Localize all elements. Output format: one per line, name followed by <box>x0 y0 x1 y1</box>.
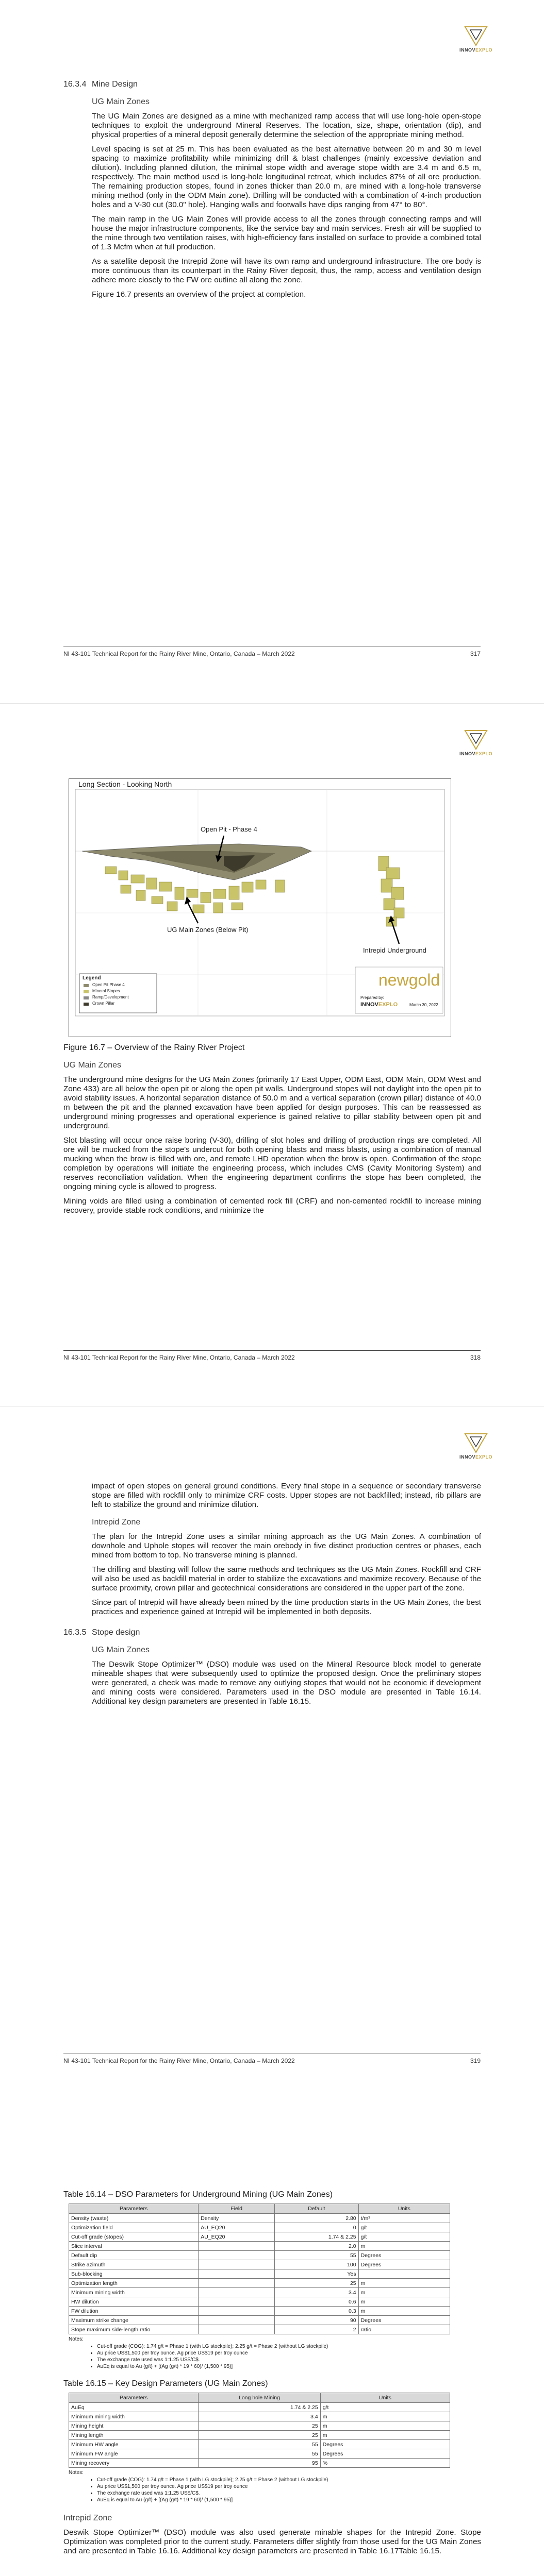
page-footer: NI 43-101 Technical Report for the Rainy River Mine, Ontario, Canada – March 2022 318 <box>63 1350 481 1361</box>
body-text <box>92 1646 481 1706</box>
table-cell: m <box>358 2242 450 2251</box>
subheading: UG Main Zones <box>92 97 150 106</box>
section-heading: 16.3.4 Mine Design <box>63 80 138 89</box>
subheading: UG Main Zones <box>92 1646 150 1654</box>
figure-brand: INNOVEXPLO <box>360 1002 398 1008</box>
table-cell: Mining length <box>69 2431 199 2440</box>
paragraph: The Deswik Stope Optimizer™ (DSO) module was used on the Mineral Resource block model to generate mineable shapes that were subsequently used to optimize the proposed design. Once the preliminary stopes were generated, a check was made to remove any outlying stopes that would not be economic if development and mining costs were considered. Parameters used in the DSO module are presented in Table 16.14. Additional key design parameters are presented in Table 16.15. <box>92 1660 481 1706</box>
innovexplo-logo <box>459 26 492 53</box>
page-number: 318 <box>470 1354 481 1361</box>
body-text <box>92 112 481 299</box>
paragraph: The main ramp in the UG Main Zones will provide access to all the zones through connecting ramps and will house the major infrastructure components, like the service bay and main services. Fresh air will be supplied to the mine through two ventilation raises, with high-efficiency fans installed on surface to provide a combined total of 1.3 Mcfm when at full production. <box>92 215 481 251</box>
table-row <box>69 2403 450 2412</box>
table-cell <box>199 2279 275 2288</box>
table-notes: Notes: • Cut-off grade (COG): 1.74 g/t = Phase 1 (with LG stockpile); 2.25 g/t = Phase 2 (without LG stockpile) • Au price US$1,500 per troy ounce. Ag price US$19 per troy ounce • The exchange rate used was 1:1.25 US$/C$. • AuEq is equal to Au (g/t) + [(Ag (g/t) * 19 * 60)/ (1,500 * 95)] <box>69 2470 481 2503</box>
table-header-cell: Parameters <box>69 2393 199 2403</box>
label-intrepid: Intrepid Underground <box>363 946 426 954</box>
table-cell: Minimum HW angle <box>69 2440 199 2449</box>
table-cell: 0 <box>275 2223 359 2232</box>
table-cell: 2.0 <box>275 2242 359 2251</box>
table-row <box>69 2325 450 2334</box>
table-row <box>69 2440 450 2449</box>
table-row <box>69 2288 450 2297</box>
table-cell: 25 <box>199 2421 320 2431</box>
table-header-cell: Units <box>320 2393 450 2403</box>
table-cell: Minimum mining width <box>69 2288 199 2297</box>
table-cell: Sub-blocking <box>69 2269 199 2279</box>
table-cell <box>358 2269 450 2279</box>
table-cell: 55 <box>275 2251 359 2260</box>
table-cell: 2.80 <box>275 2214 359 2223</box>
table-row <box>69 2242 450 2251</box>
section-heading: 16.3.5 Stope design <box>63 1628 140 1637</box>
key-design-parameters-table <box>69 2393 450 2468</box>
table-cell: Degrees <box>320 2440 450 2449</box>
table-header-cell: Long hole Mining <box>199 2393 320 2403</box>
table-cell <box>199 2307 275 2316</box>
table-cell: Minimum mining width <box>69 2412 199 2421</box>
page-number: 319 <box>470 2057 481 2064</box>
figure-date: March 30, 2022 <box>409 1003 438 1007</box>
triangle-logo-icon <box>464 1433 488 1453</box>
table-cell: Yes <box>275 2269 359 2279</box>
triangle-logo-icon <box>464 26 488 46</box>
legend-title: Legend <box>83 975 101 981</box>
table-row <box>69 2316 450 2325</box>
table-cell: m <box>320 2431 450 2440</box>
table-cell: Optimization length <box>69 2279 199 2288</box>
table-cell: Stope maximum side-length ratio <box>69 2325 199 2334</box>
table-note: • Au price US$1,500 per troy ounce. Ag price US$19 per troy ounce <box>97 2350 481 2357</box>
table-cell: Maximum strike change <box>69 2316 199 2325</box>
table-cell: Mining height <box>69 2421 199 2431</box>
legend-item: Crown Pillar <box>92 1001 115 1006</box>
report-page-319 <box>0 1406 544 2110</box>
figure-panel-title: Long Section - Looking North <box>78 780 172 788</box>
table-row <box>69 2412 450 2421</box>
table-row <box>69 2269 450 2279</box>
table-cell: 55 <box>199 2440 320 2449</box>
paragraph: impact of open stopes on general ground conditions. Every final stope in a sequence or secondary transverse stope are filled with rockfill only to minimize CRF costs. Upper stopes are not backfilled; instead, rib pillars are left to stabilize the ground and minimize dilution. <box>92 1482 481 1509</box>
paragraph: Since part of Intrepid will have already been mined by the time production starts in the UG Main Zones, the best practices and experience gained at Intrepid will be implemented in both deposits. <box>92 1598 481 1616</box>
table-note: • Au price US$1,500 per troy ounce. Ag price US$19 per troy ounce <box>97 2483 481 2490</box>
table-cell: m <box>358 2279 450 2288</box>
table-cell: 95 <box>199 2459 320 2468</box>
paragraph: The underground mine designs for the UG Main Zones (primarily 17 East Upper, ODM East, ODM Main, ODM West and Zone 433) are all below the open pit or along the open pit walls. Underground stopes will not daylight into the open pit to avoid stability issues. A horizontal separation distance of 50.0 m and a vertical separation (crown pillar) distance of 40.0 m between the pit and the planned excavation have been applied for design purposes. This can be reassessed as underground mining progresses and operational experience is gained relative to pillar stability between open pit and underground. <box>63 1075 481 1130</box>
legend-item: Mineral Stopes <box>92 989 120 993</box>
table-cell <box>199 2288 275 2297</box>
paragraph: Mining voids are filled using a combination of cemented rock fill (CRF) and non-cemented rockfill to increase mining recovery, provide stable rock conditions, and minimize the <box>63 1197 481 1215</box>
paragraph: The plan for the Intrepid Zone uses a similar mining approach as the UG Main Zones. A combination of downhole and Uphole stopes will recover the main orebody in five distinct production centres or phases, each mined from bottom to top. No transverse mining is planned. <box>92 1532 481 1560</box>
figure-caption: Figure 16.7 – Overview of the Rainy River Project <box>63 1043 245 1052</box>
table-row <box>69 2214 450 2223</box>
table-cell: Degrees <box>358 2251 450 2260</box>
table-header-cell: Field <box>199 2204 275 2214</box>
report-page-318 <box>0 703 544 1407</box>
table-note: • The exchange rate used was 1:1.25 US$/C$. <box>97 2490 481 2497</box>
table-cell: g/t <box>320 2403 450 2412</box>
table-cell: 1.74 & 2.25 <box>275 2232 359 2242</box>
table-cell <box>199 2242 275 2251</box>
dso-parameters-table <box>69 2204 450 2334</box>
paragraph: Deswik Stope Optimizer™ (DSO) module was also used generate minable shapes for the Intrepid Zone. Stope Optimization was completed prior to the current study. Parameters differ slightly from those used for the UG Main Zones and are presented in Table 16.16. Additional key design parameters are presented in Table 16.17Table 16.15. <box>63 2528 481 2555</box>
subheading: UG Main Zones <box>63 1061 122 1070</box>
table-cell: Optimization field <box>69 2223 199 2232</box>
table-note: • Cut-off grade (COG): 1.74 g/t = Phase 1 (with LG stockpile); 2.25 g/t = Phase 2 (without LG stockpile) <box>97 2477 481 2483</box>
report-page-320 <box>0 2110 544 2576</box>
table-cell: 100 <box>275 2260 359 2269</box>
table-note: • The exchange rate used was 1:1.25 US$/C$. <box>97 2357 481 2363</box>
paragraph: The drilling and blasting will follow the same methods and techniques as the UG Main Zones. Rockfill and CRF will also be used as backfill material in order to stabilize the excavations and maximize recovery. Because of the surface proximity, crown pillar and geotechnical considerations are considered in the upper part of the zone. <box>92 1565 481 1592</box>
innovexplo-logo <box>459 730 492 756</box>
table-header-cell: Parameters <box>69 2204 199 2214</box>
table-row <box>69 2449 450 2459</box>
table-cell: m <box>358 2288 450 2297</box>
table-notes: Notes: • Cut-off grade (COG): 1.74 g/t = Phase 1 (with LG stockpile); 2.25 g/t = Phase 2 (without LG stockpile) • Au price US$1,500 per troy ounce. Ag price US$19 per troy ounce • The exchange rate used was 1:1.25 US$/C$. • AuEq is equal to Au (g/t) + [(Ag (g/t) * 19 * 60)/ (1,500 * 95)] <box>69 2336 481 2370</box>
table-cell: Degrees <box>358 2316 450 2325</box>
table-title: Table 16.15 – Key Design Parameters (UG Main Zones) <box>63 2379 268 2388</box>
page-content <box>63 80 481 304</box>
table-header-cell: Default <box>275 2204 359 2214</box>
table-cell: 25 <box>199 2431 320 2440</box>
brand-name: INNOVEXPLO <box>459 47 493 53</box>
table-cell <box>199 2269 275 2279</box>
table-row <box>69 2260 450 2269</box>
triangle-logo-icon <box>464 730 488 750</box>
paragraph: Figure 16.7 presents an overview of the project at completion. <box>92 290 306 299</box>
table-cell: FW dilution <box>69 2307 199 2316</box>
table-title: Table 16.14 – DSO Parameters for Underground Mining (UG Main Zones) <box>63 2190 333 2199</box>
brand-name: INNOVEXPLO <box>459 1454 493 1460</box>
table-cell: Degrees <box>320 2449 450 2459</box>
table-cell: m <box>358 2307 450 2316</box>
table-cell: m <box>320 2412 450 2421</box>
table-note: • AuEq is equal to Au (g/t) + [(Ag (g/t) * 19 * 60)/ (1,500 * 95)] <box>97 2497 481 2503</box>
legend-item: Ramp/Development <box>92 995 129 999</box>
table-row <box>69 2307 450 2316</box>
prepared-by-label: Prepared by: <box>360 995 384 1000</box>
company-logo-newgold: newgold <box>378 971 440 989</box>
table-cell: 55 <box>199 2449 320 2459</box>
table-cell <box>199 2297 275 2307</box>
table-row <box>69 2297 450 2307</box>
table-row <box>69 2421 450 2431</box>
page-content <box>63 1482 481 1711</box>
table-cell: 3.4 <box>275 2288 359 2297</box>
legend-item: Open Pit Phase 4 <box>92 982 125 987</box>
page-footer: NI 43-101 Technical Report for the Rainy River Mine, Ontario, Canada – March 2022 317 <box>63 647 481 657</box>
table-cell: Strike azimuth <box>69 2260 199 2269</box>
table-cell <box>199 2316 275 2325</box>
table-row <box>69 2232 450 2242</box>
table-cell: Default dip <box>69 2251 199 2260</box>
table-row <box>69 2279 450 2288</box>
table-cell: g/t <box>358 2232 450 2242</box>
table-row <box>69 2251 450 2260</box>
table-row <box>69 2459 450 2468</box>
table-cell: 90 <box>275 2316 359 2325</box>
table-cell: g/t <box>358 2223 450 2232</box>
long-section-figure <box>69 778 451 1037</box>
table-cell: m <box>358 2297 450 2307</box>
paragraph: Level spacing is set at 25 m. This has been evaluated as the best alternative between 20 m and 30 m level spacing to maximize profitability while minimizing drill & blast challenges (mainly excessive deviation and dilution). Including planned dilution, the minimal stope width and average stope width are 3.4 m and 6.5 m, respectively. The main method used is long-hole longitudinal retreat, which includes 87% of all ore production. The remaining production stopes, found in zones thicker than 20.0 m, are mined with a long-hole transverse mining method (only in the ODM Main zone). Drilling will be conducted with a combination of 4-inch production holes and a V-30 cut (30.0" hole). Hanging walls and footwalls have dips ranging from 47° to 80°. <box>92 145 481 209</box>
table-cell: Density <box>199 2214 275 2223</box>
table-cell: % <box>320 2459 450 2468</box>
paragraph: As a satellite deposit the Intrepid Zone will have its own ramp and underground infrastructure. The ore body is more continuous than its counterpart in the Rainy River deposit, thus, the ramp, access and ventilation design adhere more closely to the FW ore outline all along the zone. <box>92 257 481 284</box>
report-page-317 <box>0 0 544 703</box>
table-cell: Density (waste) <box>69 2214 199 2223</box>
page-footer: NI 43-101 Technical Report for the Rainy River Mine, Ontario, Canada – March 2022 319 <box>63 2054 481 2064</box>
table-note: • AuEq is equal to Au (g/t) + [(Ag (g/t) * 19 * 60)/ (1,500 * 95)] <box>97 2363 481 2370</box>
table-cell: Minimum FW angle <box>69 2449 199 2459</box>
page-content <box>63 2190 481 2561</box>
table-cell: AU_EQ20 <box>199 2223 275 2232</box>
table-header-cell: Units <box>358 2204 450 2214</box>
body-text <box>92 1482 481 1617</box>
brand-name: INNOVEXPLO <box>459 751 493 756</box>
paragraph: The UG Main Zones are designed as a mine with mechanized ramp access that will use long-hole open-stope techniques to exploit the underground Mineral Reserves. The location, size, shape, orientation (dip), and physical properties of a mineral deposit generally determine the selection of the appropriate mining method. <box>92 112 481 139</box>
table-cell: ratio <box>358 2325 450 2334</box>
table-cell: Degrees <box>358 2260 450 2269</box>
table-cell: Cut-off grade (stopes) <box>69 2232 199 2242</box>
table-cell: HW dilution <box>69 2297 199 2307</box>
table-cell: AuEq <box>69 2403 199 2412</box>
table-cell: Slice interval <box>69 2242 199 2251</box>
table-row <box>69 2223 450 2232</box>
table-cell: AU_EQ20 <box>199 2232 275 2242</box>
label-ug-main-zones: UG Main Zones (Below Pit) <box>167 926 249 934</box>
table-cell: t/m³ <box>358 2214 450 2223</box>
table-cell: 1.74 & 2.25 <box>199 2403 320 2412</box>
page-content <box>63 778 481 1221</box>
table-cell: m <box>320 2421 450 2431</box>
table-cell: 0.3 <box>275 2307 359 2316</box>
innovexplo-logo <box>459 1433 492 1460</box>
table-cell: Mining recovery <box>69 2459 199 2468</box>
table-cell <box>199 2325 275 2334</box>
table-cell: 25 <box>275 2279 359 2288</box>
paragraph: Slot blasting will occur once raise boring (V-30), drilling of slot holes and drilling of production rings are completed. All ore will be mucked from the stope's undercut for both opening blasts and mass blasts, using a combination of manual mucking when the brow is filled with ore, and remote LHD operation when the brow is open. Confirmation of the stope completion by operations will initiate the engineering process, which includes CMS (Cavity Monitoring System) and reserves reconciliation validation. When the engineering department confirms the stope has been completed, the ongoing mining cycle is allowed to progress. <box>63 1136 481 1191</box>
table-cell: 2 <box>275 2325 359 2334</box>
table-row <box>69 2431 450 2440</box>
table-cell <box>199 2251 275 2260</box>
table-cell <box>199 2260 275 2269</box>
table-cell: 0.6 <box>275 2297 359 2307</box>
label-open-pit: Open Pit - Phase 4 <box>201 825 257 833</box>
page-number: 317 <box>470 650 481 657</box>
subheading: Intrepid Zone <box>92 1518 141 1527</box>
table-cell: 3.4 <box>199 2412 320 2421</box>
table-note: • Cut-off grade (COG): 1.74 g/t = Phase 1 (with LG stockpile); 2.25 g/t = Phase 2 (without LG stockpile) <box>97 2343 481 2350</box>
subheading: Intrepid Zone <box>63 2514 112 2522</box>
